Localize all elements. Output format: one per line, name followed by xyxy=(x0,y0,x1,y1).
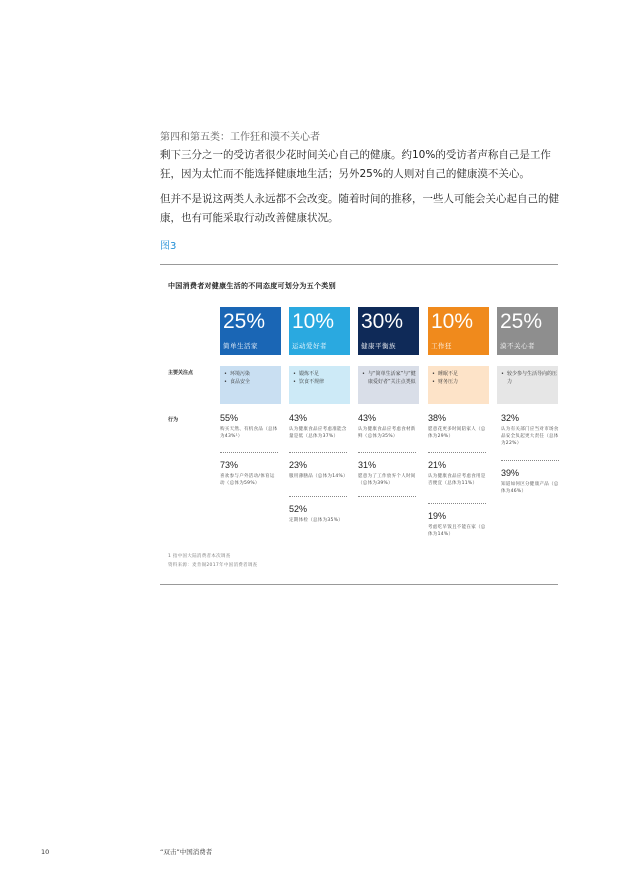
figure-top-rule xyxy=(160,264,558,265)
behavior-desc: 购买天然、有机食品（总体为43%¹） xyxy=(220,427,278,439)
category-pct: 10% xyxy=(292,310,335,333)
behavior-pct: 38% xyxy=(428,413,447,423)
behavior-divider xyxy=(358,452,416,453)
source-note: 资料来源：麦肯锡2017年中国消费者调查 xyxy=(168,563,258,568)
category-name: 漠不关心者 xyxy=(500,342,535,350)
concerns-cell-1 xyxy=(289,366,350,404)
figure-label: 图3 xyxy=(160,241,177,252)
paragraph-1: 剩下三分之一的受访者很少花时间关心自己的健康。约10%的受访者声称自己是工作狂，因为太忙而不能选择健康地生活；另外25%的人则对自己的健康漠不关心。 xyxy=(160,149,551,180)
row-label-concerns: 主要关注点 xyxy=(168,370,194,376)
behavior-desc: 愿意为了工作放弃个人时间（总体为39%） xyxy=(358,474,416,486)
behavior-pct: 21% xyxy=(428,460,447,470)
behavior-pct: 43% xyxy=(289,413,308,423)
paragraph-2: 但并不是说这两类人永远都不会改变。随着时间的推移，一些人可能会关心起自己的健康，也有可能采取行动改善健康状况。 xyxy=(160,193,559,224)
behavior-divider xyxy=(289,496,347,497)
behavior-pct: 43% xyxy=(358,413,377,423)
behavior-divider xyxy=(428,503,486,504)
page-number: 10 xyxy=(41,848,50,856)
footnote: 1 指中国大陆消费者本次调查 xyxy=(168,554,231,559)
behavior-divider xyxy=(289,452,347,453)
behavior-desc: 认为健康食品应考虑食材新鲜（总体为35%） xyxy=(358,427,416,439)
behavior-desc: 愿意花更多时间陪家人（总体为29%） xyxy=(428,427,486,439)
figure-bottom-rule xyxy=(160,584,558,585)
behavior-desc: 服用薄膳品（总体为14%） xyxy=(289,474,348,479)
category-name: 简单生活家 xyxy=(223,342,258,350)
concerns-cell-4 xyxy=(497,366,558,404)
concern-item: • 睡眠不足 xyxy=(432,371,459,377)
category-header-simple-lifer xyxy=(220,307,281,355)
category-pct: 25% xyxy=(223,310,266,333)
category-name: 运动爱好者 xyxy=(292,342,327,350)
behavior-pct: 31% xyxy=(358,460,377,470)
category-header-sports-lover xyxy=(289,307,350,355)
concern-item: • 与“简单生活家”与“健康爱好者”关注点类似 xyxy=(362,371,416,385)
category-pct: 10% xyxy=(431,310,474,333)
section-title: 第四和第五类：工作狂和漠不关心者 xyxy=(160,132,320,143)
category-name: 工作狂 xyxy=(431,342,452,350)
behavior-divider xyxy=(501,460,559,461)
behavior-desc: 认为有关部门应当对市场食品安全负起更大责任（总体为22%） xyxy=(501,427,559,446)
category-pct: 30% xyxy=(361,310,404,333)
behavior-pct: 39% xyxy=(501,468,520,478)
behavior-desc: 认为健康食品应考虑准能含量是低（总体为37%） xyxy=(289,427,347,439)
concerns-cell-3 xyxy=(428,366,489,404)
concern-item: • 环境污染 xyxy=(224,371,251,377)
category-header-balanced xyxy=(358,307,419,355)
concerns-cell-2 xyxy=(358,366,419,404)
category-pct: 25% xyxy=(500,310,543,333)
concern-item: • 食品安全 xyxy=(224,379,251,385)
concern-item: • 锻炼不足 xyxy=(293,371,320,377)
category-header-indifferent xyxy=(497,307,558,355)
behavior-desc: 知道如何区分健康产品（总体为46%） xyxy=(501,482,559,494)
behavior-divider xyxy=(428,452,486,453)
behavior-pct: 55% xyxy=(220,413,239,423)
behavior-desc: 喜欢参与户外活动/体育运动（总体为59%） xyxy=(220,474,275,486)
behavior-desc: 定期体检（总体为35%） xyxy=(289,518,344,523)
chart-title: 中国消费者对健康生活的不同态度可划分为五个类别 xyxy=(168,282,336,290)
behavior-divider xyxy=(220,452,278,453)
concern-item: • 较少参与生活导向的压力 xyxy=(501,371,558,385)
behavior-pct: 52% xyxy=(289,504,308,514)
concern-item: • 财务压力 xyxy=(432,379,459,385)
row-label-behavior: 行为 xyxy=(168,417,179,423)
behavior-divider xyxy=(358,496,416,497)
concerns-cell-0 xyxy=(220,366,281,404)
category-name: 健康平衡族 xyxy=(361,342,396,350)
concern-item: • 饮食不规律 xyxy=(293,379,325,385)
behavior-desc: 认为健康食品应考虑食用是否便宜（总体为11%） xyxy=(428,474,486,486)
behavior-pct: 19% xyxy=(428,511,447,521)
category-header-workaholic xyxy=(428,307,489,355)
behavior-pct: 73% xyxy=(220,460,239,470)
running-footer: “双击”中国消费者 xyxy=(160,848,213,856)
behavior-desc: 考虑吃早饭且不能在家（总体为14%） xyxy=(428,525,486,537)
behavior-pct: 32% xyxy=(501,413,520,423)
behavior-pct: 23% xyxy=(289,460,308,470)
